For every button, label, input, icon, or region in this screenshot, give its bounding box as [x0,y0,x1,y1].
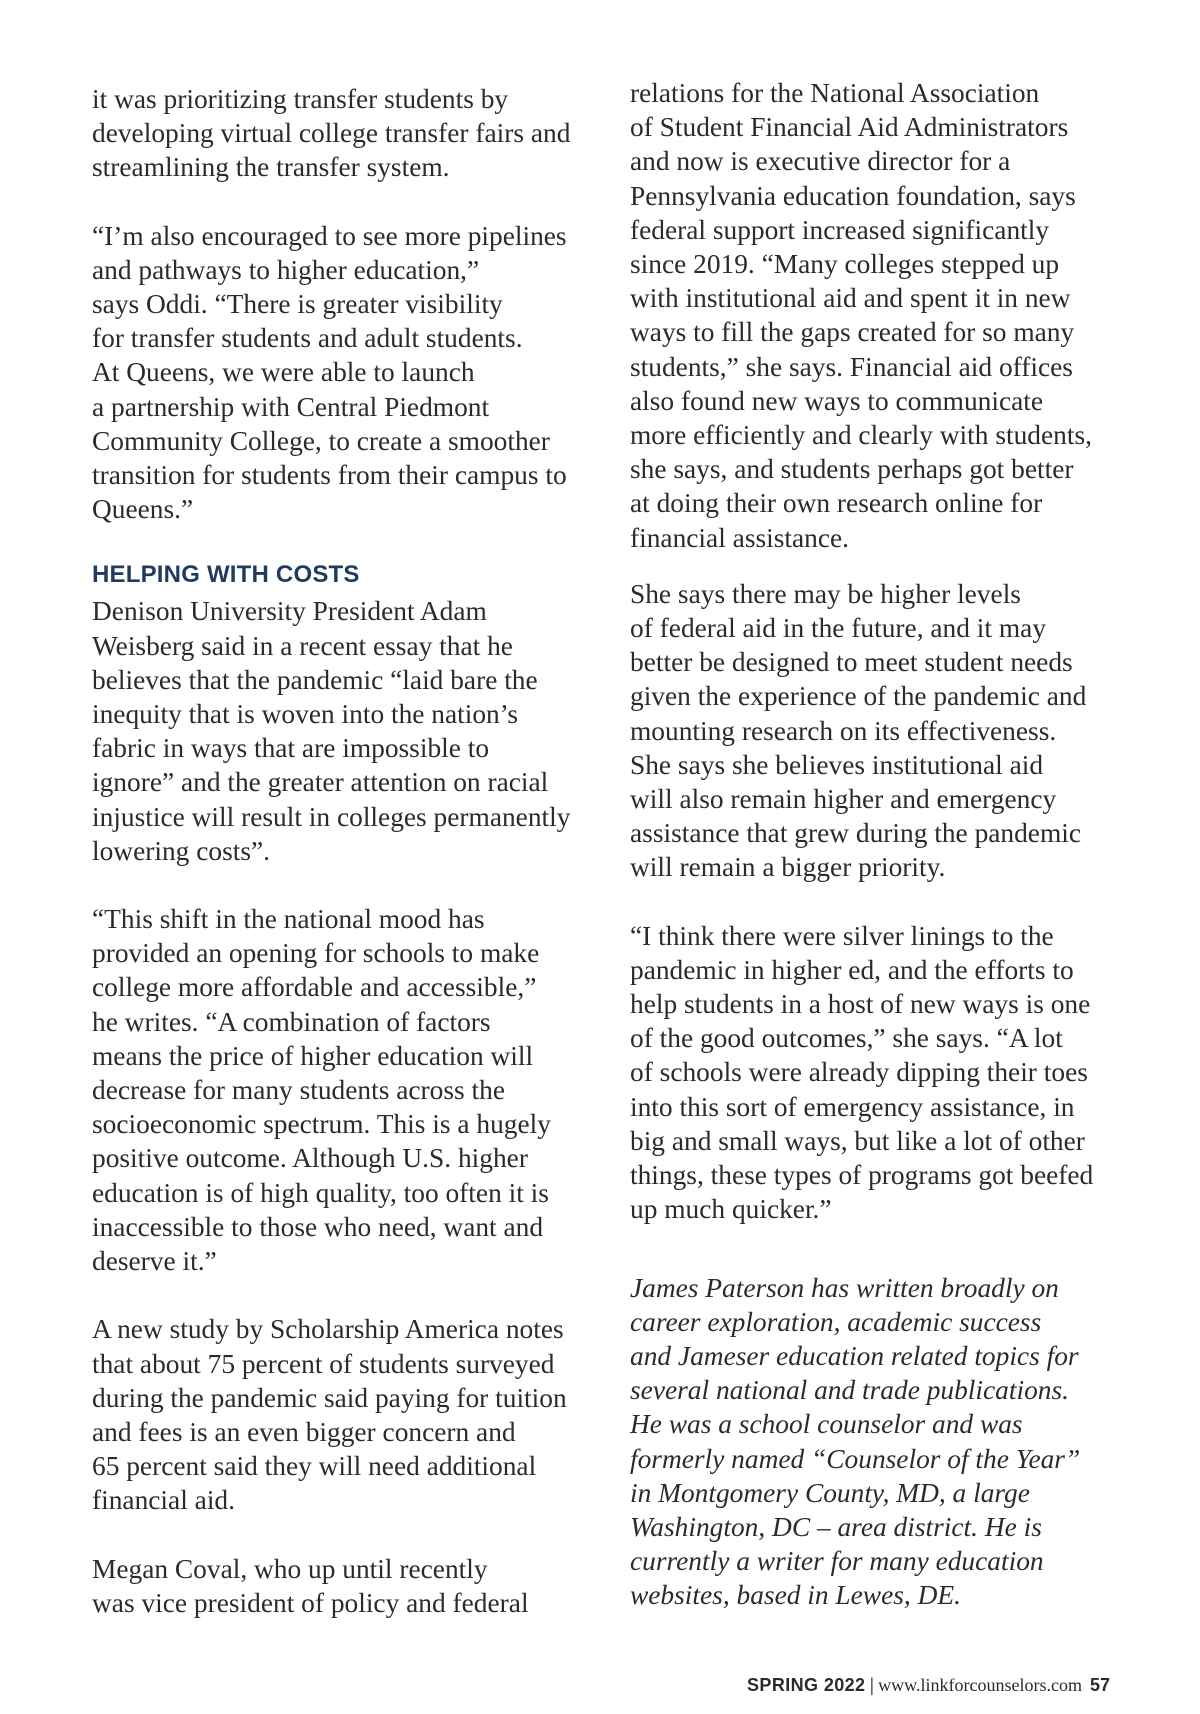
left-column [92,82,592,1620]
page-footer [747,1674,1110,1696]
section-heading: HELPING WITH COSTS [92,561,360,589]
author-bio: James Paterson has written broadly on career exploration, academic success and Jameser education related topics for several national and trade publications. He was a school counselor and was formerly named “Counselor of the Year” in Montgomery County, MD, a large Washington, DC – area district. He is currently a writer for many education websites, based in Lewes, DE. [630,1272,1081,1611]
body-paragraph: “I’m also encouraged to see more pipelines and pathways to higher education,” says Oddi. “There is greater visibility for transfer students and adult students. At Queens, we were able to launch a partnership with Central Piedmont Community College, to create a smoother transition for students from their campus to Queens.” [92,220,567,525]
page-number: 57 [1089,1675,1110,1695]
footer-separator: | [869,1675,875,1695]
issue-label: SPRING 2022 [747,1675,866,1695]
body-paragraph: “I think there were silver linings to the pandemic in higher ed, and the efforts to help students in a host of new ways is one of the good outcomes,” she says. “A lot of schools were already dipping their toes into this sort of emergency assistance, in big and small ways, but like a lot of other things, these types of programs got beefed up much quicker.” [630,920,1094,1225]
body-paragraph: Megan Coval, who up until recently was vice president of policy and federal [92,1553,529,1618]
website-link[interactable]: www.linkforcounselors.com [878,1675,1082,1695]
body-paragraph: Denison University President Adam Weisberg said in a recent essay that he believes that the pandemic “laid bare the inequity that is woven into the nation’s fabric in ways that are impossible to ignore” and the greater attention on racial injustice will result in colleges permanently lowering costs”. [92,596,571,866]
body-paragraph: A new study by Scholarship America notes that about 75 percent of students surveyed during the pandemic said paying for tuition and fees is an even bigger concern and 65 percent said they will need additional financial aid. [92,1314,567,1516]
body-paragraph: relations for the National Association of Student Financial Aid Administrators and now is executive director for a Pennsylvania education foundation, says federal support increased significantly since 2019. “Many colleges stepped up with institutional aid and spent it in new ways to fill the gaps created for so many students,” she says. Financial aid offices also found new ways to communicate more efficiently and clearly with students, she says, and students perhaps got better at doing their own research online for financial assistance. [630,78,1092,553]
body-paragraph: “This shift in the national mood has provided an opening for schools to make college more affordable and accessible,” he writes. “A combination of factors means the price of higher education will decrease for many students across the socioeconomic spectrum. This is a hugely positive outcome. Although U.S. higher education is of high quality, too often it is inaccessible to those who need, want and deserve it.” [92,904,551,1277]
body-paragraph: it was prioritizing transfer students by developing virtual college transfer fairs and streamlining the transfer system. [92,84,571,183]
body-paragraph: She says there may be higher levels of federal aid in the future, and it may better be designed to meet student needs given the experience of the pandemic and mounting research on its effectiveness. She says she believes institutional aid will also remain higher and emergency assistance that grew during the pandemic will remain a bigger priority. [630,578,1087,883]
right-column [630,76,1120,1613]
